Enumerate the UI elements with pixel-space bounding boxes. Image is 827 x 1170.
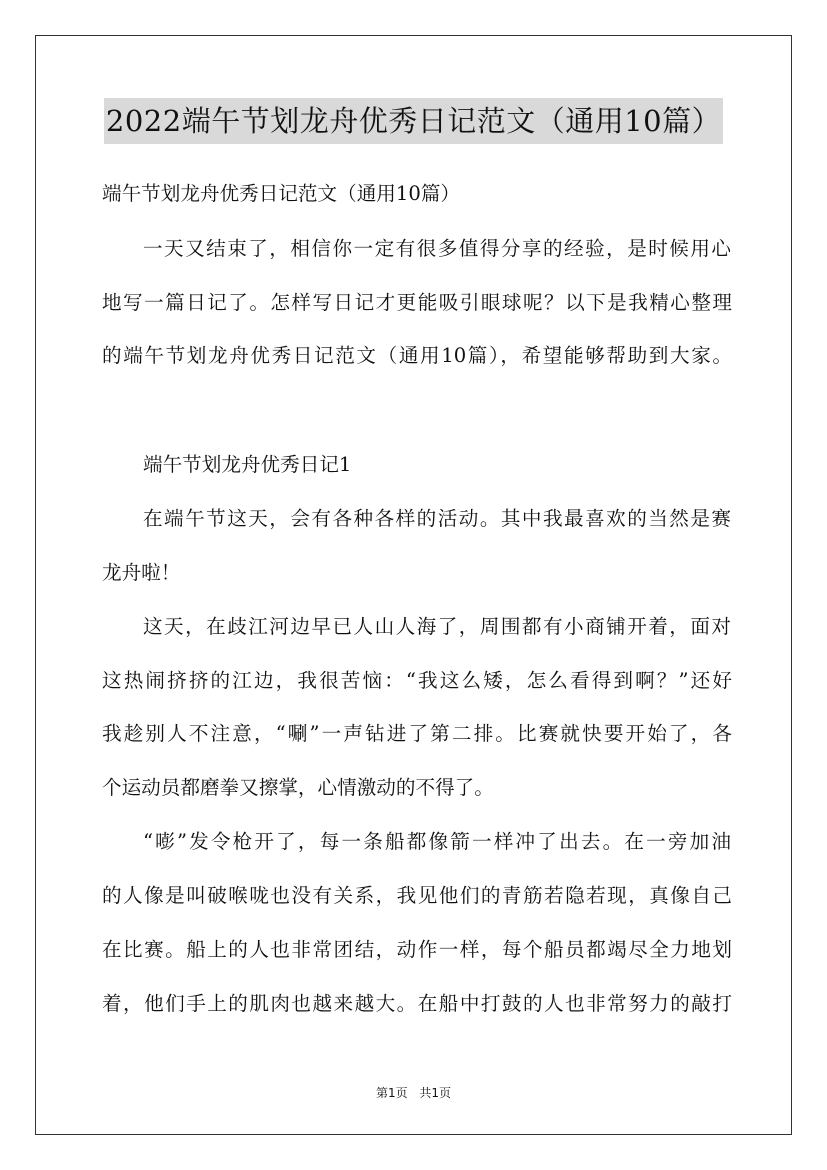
intro-line-2: 地写一篇日记了。怎样写日记才更能吸引眼球呢？以下是我精心整理 <box>102 291 732 314</box>
para2-line-1: 这天，在歧江河边早已人山人海了，周围都有小商铺开着，面对 <box>143 615 731 638</box>
para1-line-2: 龙舟啦！ <box>102 561 181 584</box>
document-title: 2022端午节划龙舟优秀日记范文（通用10篇） <box>104 98 723 144</box>
para3-line-2: 的人像是叫破喉咙也没有关系，我见他们的青筋若隐若现，真像自己 <box>102 884 732 907</box>
para1-line-1: 在端午节这天，会有各种各样的活动。其中我最喜欢的当然是赛 <box>143 507 731 530</box>
para3-line-3: 在比赛。船上的人也非常团结，动作一样，每个船员都竭尽全力地划 <box>102 938 732 961</box>
intro-line-3: 的端午节划龙舟优秀日记范文（通用10篇），希望能够帮助到大家。 <box>102 344 732 367</box>
para2-line-3: 我趁别人不注意，“唰”一声钻进了第二排。比赛就快要开始了，各 <box>102 722 732 745</box>
page-total: 共1页 <box>419 1086 452 1100</box>
title-container <box>0 98 827 144</box>
intro-line-1: 一天又结束了，相信你一定有很多值得分享的经验，是时候用心 <box>143 237 731 260</box>
para2-line-4: 个运动员都磨拳又擦掌，心情激动的不得了。 <box>102 776 494 799</box>
page-current: 第1页 <box>375 1086 408 1100</box>
page-footer <box>0 1084 827 1101</box>
section-heading: 端午节划龙舟优秀日记1 <box>143 453 352 476</box>
document-subtitle: 端午节划龙舟优秀日记范文（通用10篇） <box>102 182 461 205</box>
para2-line-2: 这热闹挤挤的江边，我很苦恼：“我这么矮，怎么看得到啊？”还好 <box>102 669 732 692</box>
para3-line-1: “嘭”发令枪开了，每一条船都像箭一样冲了出去。在一旁加油 <box>143 830 731 853</box>
para3-line-4: 着，他们手上的肌肉也越来越大。在船中打鼓的人也非常努力的敲打 <box>102 992 732 1015</box>
